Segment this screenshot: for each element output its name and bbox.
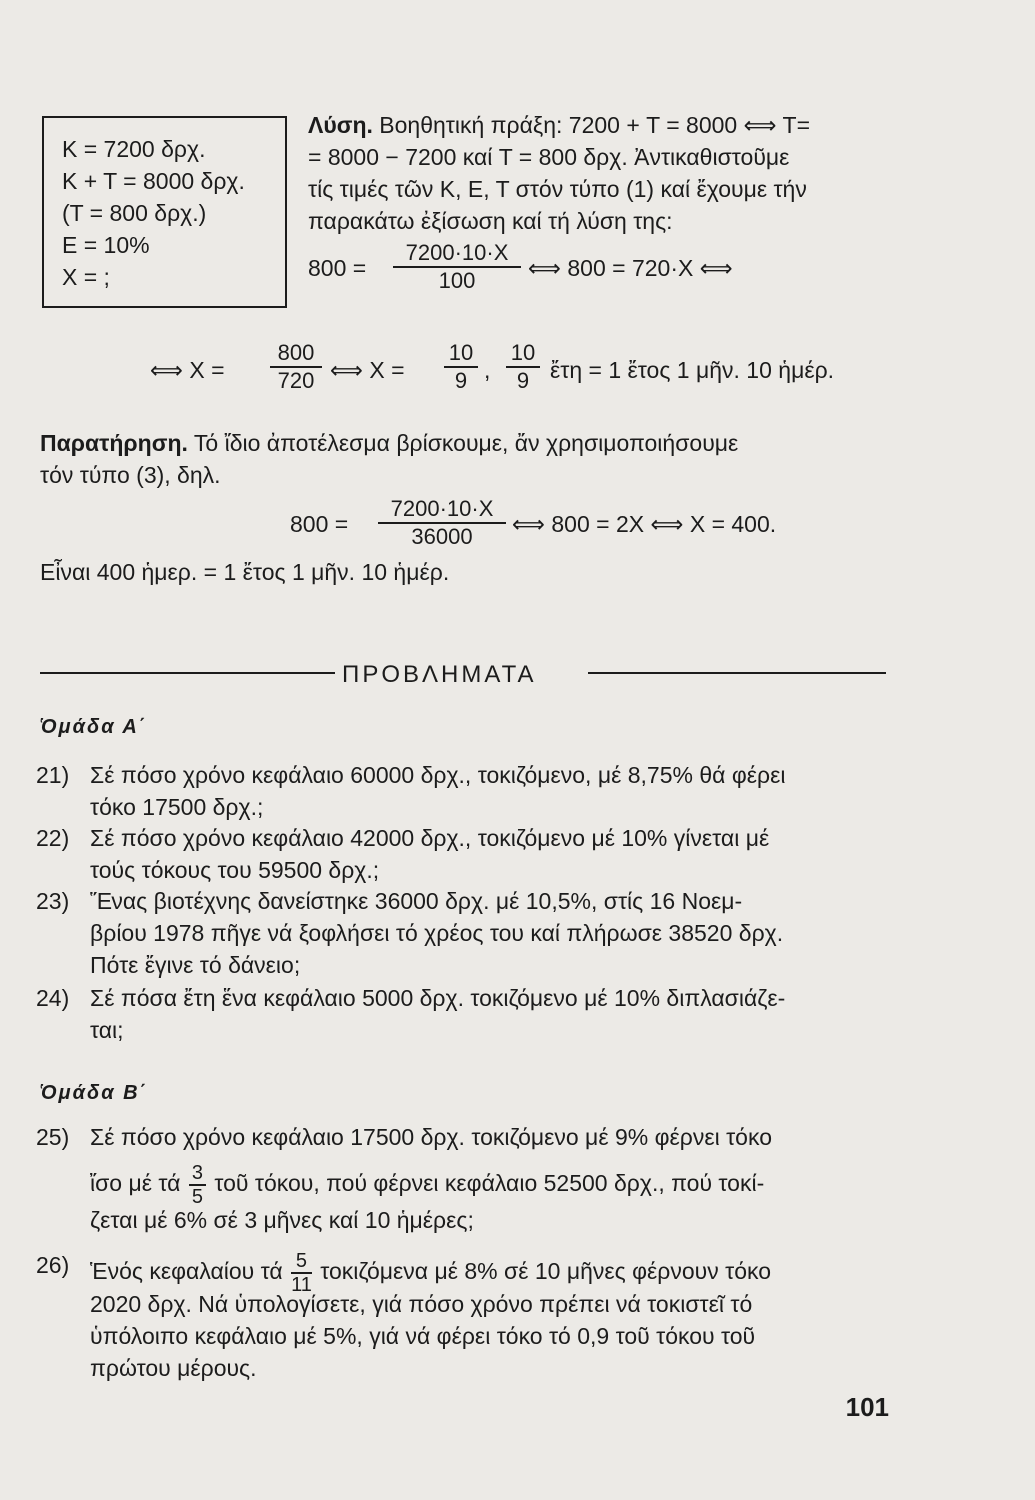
problem-23-number: 23) — [36, 888, 70, 914]
page-number: 101 — [845, 1392, 889, 1422]
given-x: X = ; — [62, 264, 110, 290]
problem-26-line-1: Ἑνός κεφαλαίου τά $\frac{5}{11}$ τοκιζόμενα μέ 8% σέ 10 μῆνες φέρνουν τόκο — [90, 1250, 772, 1296]
group-b-label: Ὁμάδα Β΄ — [40, 1082, 149, 1104]
note-eq-fraction: $\frac{7200\cdot 10\cdot X}{36000}$ — [378, 496, 506, 550]
heading-rule-left — [40, 672, 335, 674]
solution-line-4: παρακάτω ἐξίσωση καί τή λύση της: — [308, 208, 673, 234]
eq2-fraction-2: $\frac{10}{9}$ — [444, 340, 478, 394]
problem-23-line-2: βρίου 1978 πῆγε νά ξοφλήσει τό χρέος του καί πλήρωσε 38520 δρχ. — [90, 920, 784, 946]
heading-rule-right — [588, 672, 886, 674]
solution-line-1: Λύση. Βοηθητική πράξη: 7200 + T = 8000 ⟺ T= — [308, 112, 811, 138]
problem-26-line-2: 2020 δρχ. Νά ὑπολογίσετε, γιά πόσο χρόνο πρέπει νά τοκιστεῖ τό — [90, 1291, 753, 1317]
problem-21-line-2: τόκο 17500 δρχ.; — [90, 794, 264, 820]
problems-heading: ΠΡΟΒΛΗΜΑΤΑ — [342, 661, 537, 688]
problem-24-number: 24) — [36, 985, 70, 1011]
eq1-left: 800 = — [308, 255, 367, 281]
eq1-right: ⟺ 800 = 720·X ⟺ — [528, 255, 733, 281]
problem-21-number: 21) — [36, 762, 70, 788]
eq2-b: ⟺ X = — [330, 357, 405, 383]
problem-25-number: 25) — [36, 1124, 70, 1150]
problem-22-number: 22) — [36, 825, 70, 851]
problem-23-line-1: Ἕνας βιοτέχνης δανείστηκε 36000 δρχ. μέ 10,5%, στίς 16 Νοεμ- — [90, 888, 743, 914]
eq2-result: ἔτη = 1 ἔτος 1 μῆν. 10 ἡμέρ. — [550, 357, 835, 383]
given-k: K = 7200 δρχ. — [62, 136, 206, 162]
problem-23-line-3: Πότε ἔγινε τό δάνειο; — [90, 952, 301, 978]
problem-26-line-4: πρώτου μέρους. — [90, 1355, 257, 1381]
problem-24-line-1: Σέ πόσα ἔτη ἕνα κεφάλαιο 5000 δρχ. τοκιζόμενο μέ 10% διπλασιάζε- — [90, 985, 786, 1011]
group-a-label: Ὁμάδα Α΄ — [40, 716, 148, 738]
note-label: Παρατήρηση. — [40, 430, 188, 456]
solution-line-2: = 8000 − 7200 καί T = 800 δρχ. Ἀντικαθιστοῦμε — [308, 144, 790, 170]
solution-line-3: τίς τιμές τῶν K, E, T στόν τύπο (1) καί ἔχουμε τήν — [308, 176, 807, 202]
note-line-1: Παρατήρηση. Τό ἴδιο ἀποτέλεσμα βρίσκουμε, ἄν χρησιμοποιήσουμε — [40, 430, 739, 456]
given-values-box — [42, 116, 287, 308]
problem-22-line-2: τούς τόκους του 59500 δρχ.; — [90, 857, 380, 883]
eq2-fraction-3: $\frac{10}{9}$ — [506, 340, 540, 394]
problem-24-line-2: ται; — [90, 1017, 124, 1043]
problem-26-line-3: ὑπόλοιπο κεφάλαιο μέ 5%, γιά νά φέρει τόκο τό 0,9 τοῦ τόκου τοῦ — [90, 1323, 756, 1349]
eq2-comma: , — [484, 357, 491, 383]
problem-25-line-2: ἴσο μέ τά $\frac{3}{5}$ τοῦ τόκου, πού φέρνει κεφάλαιο 52500 δρχ., πού τοκί- — [90, 1162, 765, 1208]
given-t: (T = 800 δρχ.) — [62, 200, 207, 226]
note-line-2: τόν τύπο (3), δηλ. — [40, 462, 221, 488]
problem-25-line-1: Σέ πόσο χρόνο κεφάλαιο 17500 δρχ. τοκιζόμενο μέ 9% φέρνει τόκο — [90, 1124, 772, 1150]
solution-label: Λύση. — [308, 112, 373, 138]
note-eq-left: 800 = — [290, 511, 349, 537]
note-eq-right: ⟺ 800 = 2X ⟺ X = 400. — [512, 511, 777, 537]
note-line-3: Εἶναι 400 ἡμερ. = 1 ἔτος 1 μῆν. 10 ἡμέρ. — [40, 559, 450, 585]
problem-25-line-3: ζεται μέ 6% σέ 3 μῆνες καί 10 ἡμέρες; — [90, 1207, 474, 1233]
problem-25-fraction: $\frac{3}{5}$ — [189, 1162, 206, 1208]
eq2-a: ⟺ X = — [150, 357, 225, 383]
given-e: E = 10% — [62, 232, 150, 258]
problem-21-line-1: Σέ πόσο χρόνο κεφάλαιο 60000 δρχ., τοκιζόμενο, μέ 8,75% θά φέρει — [90, 762, 786, 788]
eq2-fraction-1: $\frac{800}{720}$ — [270, 340, 322, 394]
problem-26-fraction: $\frac{5}{11}$ — [291, 1250, 312, 1296]
eq1-fraction: $\frac{7200\cdot 10\cdot X}{100}$ — [393, 240, 521, 294]
given-k-plus-t: K + T = 8000 δρχ. — [62, 168, 245, 194]
problem-22-line-1: Σέ πόσο χρόνο κεφάλαιο 42000 δρχ., τοκιζόμενο μέ 10% γίνεται μέ — [90, 825, 770, 851]
problem-26-number: 26) — [36, 1252, 70, 1278]
